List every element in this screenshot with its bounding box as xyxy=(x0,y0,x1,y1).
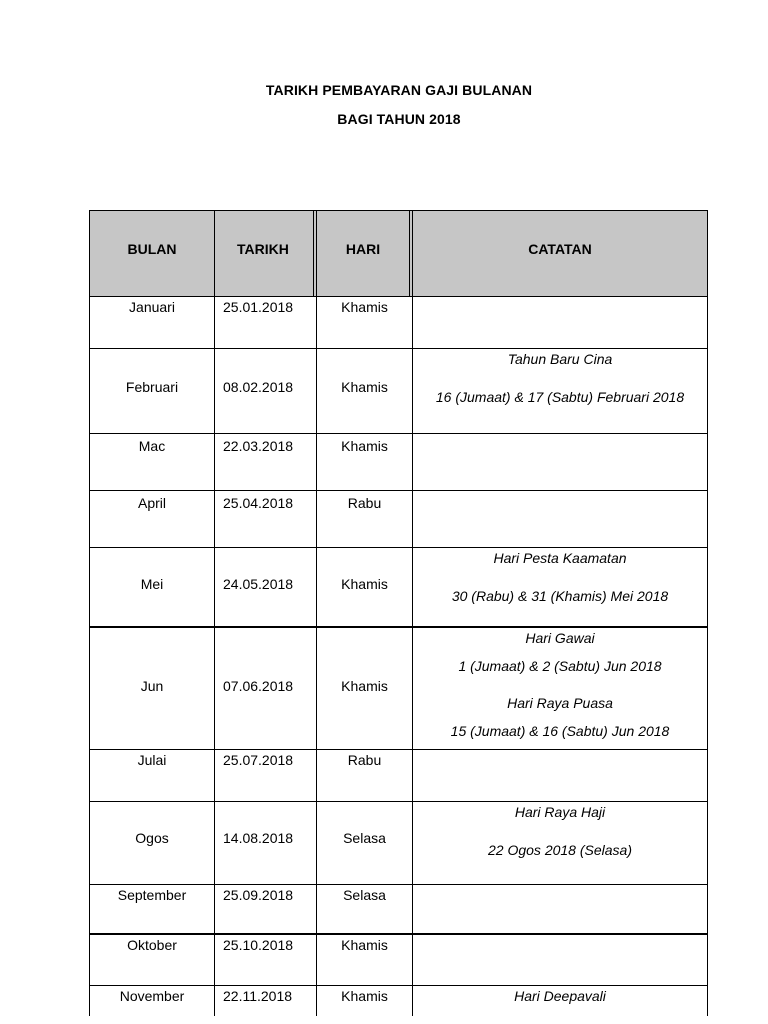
table-row xyxy=(90,491,707,548)
cell-tarikh: 22.11.2018 xyxy=(215,986,317,1016)
catatan-line: 15 (Jumaat) & 16 (Sabtu) Jun 2018 xyxy=(450,723,670,739)
salary-schedule-table xyxy=(89,210,708,1016)
catatan-line: 1 (Jumaat) & 2 (Sabtu) Jun 2018 xyxy=(458,658,662,674)
document-subtitle: BAGI TAHUN 2018 xyxy=(337,111,461,127)
table-row xyxy=(90,802,707,885)
header-catatan: CATATAN xyxy=(528,241,592,257)
cell-hari: Khamis xyxy=(317,628,413,749)
catatan-line: Hari Gawai xyxy=(525,630,595,646)
cell-catatan xyxy=(413,297,707,348)
cell-tarikh: 25.07.2018 xyxy=(215,750,317,801)
cell-catatan xyxy=(413,491,707,547)
cell-hari: Khamis xyxy=(317,986,413,1016)
cell-tarikh: 14.08.2018 xyxy=(215,802,317,884)
cell-hari: Khamis xyxy=(317,297,413,348)
cell-tarikh: 25.09.2018 xyxy=(215,885,317,933)
table-row xyxy=(90,935,707,986)
cell-catatan xyxy=(413,885,707,933)
table-row xyxy=(90,885,707,935)
catatan-line: Hari Raya Haji xyxy=(514,804,606,820)
cell-hari: Selasa xyxy=(317,802,413,884)
table-row xyxy=(90,297,707,349)
cell-hari: Khamis xyxy=(317,434,413,490)
cell-hari: Rabu xyxy=(317,750,413,801)
cell-tarikh: 22.03.2018 xyxy=(215,434,317,490)
cell-bulan: Ogos xyxy=(90,802,215,884)
table-row xyxy=(90,434,707,491)
cell-catatan xyxy=(413,802,707,884)
catatan-line: Hari Pesta Kaamatan xyxy=(493,550,627,566)
cell-hari: Rabu xyxy=(317,491,413,547)
cell-catatan xyxy=(413,935,707,985)
table-row xyxy=(90,986,707,1016)
catatan-line: Tahun Baru Cina xyxy=(507,351,613,367)
document-title: TARIKH PEMBAYARAN GAJI BULANAN xyxy=(265,82,533,98)
cell-catatan xyxy=(413,986,707,1016)
cell-bulan: Mac xyxy=(90,434,215,490)
cell-bulan: Januari xyxy=(90,297,215,348)
cell-hari: Khamis xyxy=(317,935,413,985)
cell-catatan xyxy=(413,750,707,801)
header-bulan: BULAN xyxy=(90,211,215,296)
cell-hari: Khamis xyxy=(317,349,413,433)
cell-hari: Selasa xyxy=(317,885,413,933)
catatan-line: 30 (Rabu) & 31 (Khamis) Mei 2018 xyxy=(451,588,669,604)
cell-bulan: November xyxy=(90,986,215,1016)
cell-catatan xyxy=(413,349,707,433)
cell-tarikh: 08.02.2018 xyxy=(215,349,317,433)
cell-tarikh: 07.06.2018 xyxy=(215,628,317,749)
cell-bulan: Mei xyxy=(90,548,215,626)
header-hari: HARI xyxy=(317,211,413,296)
cell-hari: Khamis xyxy=(317,548,413,626)
cell-catatan xyxy=(413,628,707,749)
catatan-line: Hari Deepavali xyxy=(514,988,606,1004)
cell-tarikh: 25.10.2018 xyxy=(215,935,317,985)
cell-bulan: September xyxy=(90,885,215,933)
catatan-line: 22 Ogos 2018 (Selasa) xyxy=(488,842,632,858)
table-header-row xyxy=(90,211,707,297)
cell-catatan xyxy=(413,434,707,490)
cell-tarikh: 25.01.2018 xyxy=(215,297,317,348)
cell-bulan: Februari xyxy=(90,349,215,433)
table-row xyxy=(90,548,707,628)
table-row xyxy=(90,349,707,434)
catatan-line: Hari Raya Puasa xyxy=(507,695,613,711)
cell-bulan: Julai xyxy=(90,750,215,801)
cell-bulan: Oktober xyxy=(90,935,215,985)
cell-bulan: Jun xyxy=(90,628,215,749)
cell-bulan: April xyxy=(90,491,215,547)
cell-catatan xyxy=(413,548,707,626)
catatan-line: 16 (Jumaat) & 17 (Sabtu) Februari 2018 xyxy=(435,389,685,405)
table-row xyxy=(90,750,707,802)
header-tarikh: TARIKH xyxy=(215,211,317,296)
cell-tarikh: 24.05.2018 xyxy=(215,548,317,626)
table-row xyxy=(90,628,707,750)
cell-tarikh: 25.04.2018 xyxy=(215,491,317,547)
